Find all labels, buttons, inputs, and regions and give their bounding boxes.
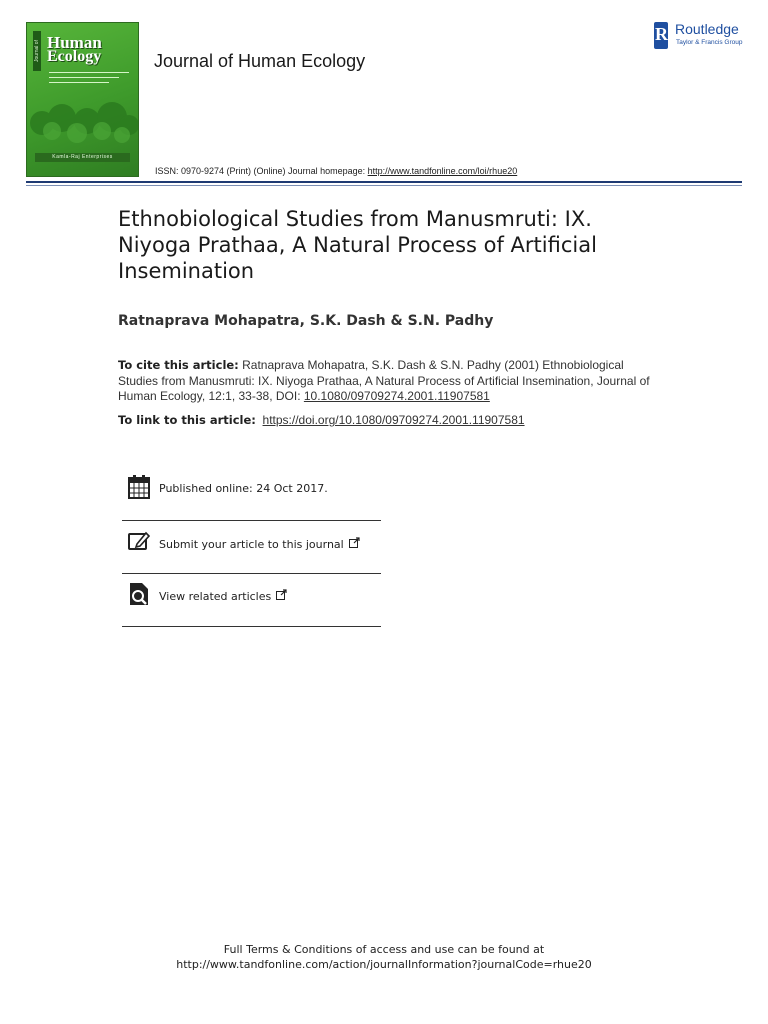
journal-homepage-link[interactable]: http://www.tandfonline.com/loi/rhue20 xyxy=(367,166,518,176)
terms-line1: Full Terms & Conditions of access and use can be found at xyxy=(223,943,545,956)
cite-label: To cite this article: xyxy=(118,358,239,372)
header-divider-thin xyxy=(26,185,742,186)
routledge-r-icon xyxy=(654,22,668,49)
external-link-icon xyxy=(276,589,287,600)
issn-line xyxy=(155,166,517,176)
article-link-block xyxy=(118,413,525,427)
related-articles-link[interactable] xyxy=(159,589,287,603)
search-document-icon xyxy=(128,582,150,606)
publisher-group: Taylor & Francis Group xyxy=(676,39,743,46)
row-divider xyxy=(122,520,381,521)
link-label: To link to this article: xyxy=(118,413,256,427)
related-articles-label: View related articles xyxy=(159,590,272,603)
cover-publisher: Kamla-Raj Enterprises xyxy=(35,153,130,162)
routledge-logo[interactable] xyxy=(654,20,746,50)
article-title: Ethnobiological Studies from Manusmruti: IX. Niyoga Prathaa, A Natural Process of Artificial Insemination xyxy=(118,207,597,283)
row-divider xyxy=(122,573,381,574)
cover-tree-illustration xyxy=(27,93,139,148)
cover-title-line2: Ecology xyxy=(47,48,102,65)
terms-footer xyxy=(0,942,768,972)
submit-article-label: Submit your article to this journal xyxy=(159,538,344,551)
journal-title[interactable]: Journal of Human Ecology xyxy=(154,51,366,71)
cite-doi-link[interactable]: 10.1080/09709274.2001.11907581 xyxy=(303,389,490,403)
cover-title-line1: Human xyxy=(47,33,102,52)
citation-block xyxy=(118,358,650,405)
submit-article-row[interactable] xyxy=(122,530,381,582)
row-divider xyxy=(122,626,381,627)
cover-subtitle-decoration xyxy=(49,69,129,89)
header-divider xyxy=(26,181,742,183)
calendar-icon xyxy=(128,475,150,499)
publisher-name: Routledge xyxy=(675,21,739,37)
cite-text: Ratnaprava Mohapatra, S.K. Dash & S.N. Padhy (2001) Ethnobiological Studies from Manusmruti: IX. Niyoga Prathaa, A Natural Process of Artificial Insemination, Journal of Human Ecology, 12:1, 33-38, DOI: xyxy=(118,358,650,403)
external-link-icon xyxy=(349,537,360,548)
terms-url[interactable]: http://www.tandfonline.com/action/journalInformation?journalCode=rhue20 xyxy=(176,958,592,971)
article-doi-link[interactable]: https://doi.org/10.1080/09709274.2001.11907581 xyxy=(262,413,525,427)
cover-spine-text: Journal of xyxy=(33,31,41,71)
journal-cover-image xyxy=(26,22,139,177)
submit-article-link[interactable] xyxy=(159,537,360,551)
issn-text: ISSN: 0970-9274 (Print) (Online) Journal homepage: xyxy=(155,166,368,176)
published-online-text: Published online: 24 Oct 2017. xyxy=(159,482,328,495)
edit-icon xyxy=(128,530,150,554)
article-authors: Ratnaprava Mohapatra, S.K. Dash & S.N. Padhy xyxy=(118,313,494,329)
